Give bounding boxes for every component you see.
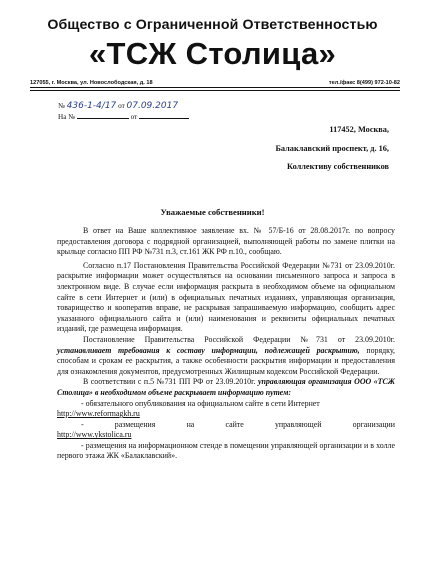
paragraph-3-part-c: порядку, способам и срокам ее раскрытия, а также особенности раскрытия информации и предоставления для ознакомления документов, предусмотренных Жилищным кодексом Российской Федерации. — [57, 345, 395, 376]
reply-date-blank — [139, 111, 189, 119]
outgoing-date: 07.09.2017 — [126, 101, 179, 111]
paragraph-3-part-a: Постановление Правительства Российской Федерации №731 от 23.09.2010г. — [83, 334, 395, 344]
from-label: от — [118, 102, 125, 110]
list-item-2: - размещения на сайте управляющей организации — [81, 419, 395, 429]
reply-number-blank — [77, 111, 129, 119]
list-item-1: - обязательного опубликования на официальном сайте в сети Интернет — [81, 398, 320, 408]
letter-body — [57, 226, 395, 462]
reply-from-label: от — [130, 113, 138, 121]
num-label: № — [58, 102, 65, 110]
paragraph-3 — [57, 335, 395, 377]
outgoing-number: 436-1-4/17 — [66, 101, 117, 111]
org-name: «ТСЖ Столица» — [88, 36, 337, 71]
recipient-street: Балаклавский проспект, д. 16, — [275, 144, 389, 153]
list-item-3: - размещения на информационном стенде в помещении управляющей организации и в холле первого этажа ЖК «Балаклавский». — [57, 440, 395, 461]
paragraph-3-emphasis: устанавливает требования к составу информации, подлежащей раскрытию, — [57, 345, 360, 355]
paragraph-4-part-a: В соответствии с п.5 №731 ПП РФ от 23.09.2010г. — [83, 377, 256, 387]
paragraph-1: В ответ на Ваше коллективное заявление вх. № 57/Б-16 от 28.08.2017г. по вопросу предоставления договора с подрядной организацией, выполняющей работы по замене плитки на крыльце согласно ПП РФ №731 п.3, ст.161 ЖК РФ п.10., сообщаю. — [57, 226, 395, 257]
letterhead-rule-thick — [30, 87, 400, 88]
recipient-city: 117452, Москва, — [329, 125, 389, 134]
org-address: 127055, г. Москва, ул. Новослободская, д. 18 — [30, 80, 153, 86]
list-link-2-line — [57, 430, 395, 441]
paragraph-2: Согласно п.17 Постановления Правительства Российской Федерации №731 от 23.09.2010г. раскрытие информации может осуществляться на основании письменного запроса и запроса в электронном виде. В случае если информация раскрыта в необходимом объеме на официальном сайте в сети Интернет и (или) в официальных печатных изданиях, управляющая организация, товарищество и кооператив вправе, не раскрывая запрашиваемую информацию, сообщить адрес указанного официального сайта и (или) наименования и реквизиты официальных печатных изданий, где размещена информация. — [57, 260, 395, 334]
letterhead-rule-thin — [30, 90, 400, 91]
reformagkh-link[interactable]: http://www.reformagkh.ru — [57, 409, 140, 419]
org-phone: тел./факс 8(499) 972-10-82 — [328, 80, 400, 86]
org-type: Общество с Ограниченной Ответственностью — [47, 17, 378, 33]
paragraph-4-emphasis: управляющая организация ООО «ТСЖ Столица» в необходимом объеме раскрывает информацию путем: — [57, 377, 396, 397]
paragraph-4 — [57, 377, 395, 398]
reply-num-label: На № — [58, 113, 76, 121]
greeting: Уважаемые собственники! — [160, 207, 265, 217]
letterhead-contacts — [30, 80, 400, 86]
outgoing-ref — [58, 101, 178, 111]
list-link-1-line — [57, 409, 395, 420]
reply-ref — [58, 111, 189, 121]
ykstolica-link[interactable]: http://www.ykstolica.ru — [57, 430, 132, 440]
recipient-addressee: Коллективу собственников — [286, 162, 389, 171]
